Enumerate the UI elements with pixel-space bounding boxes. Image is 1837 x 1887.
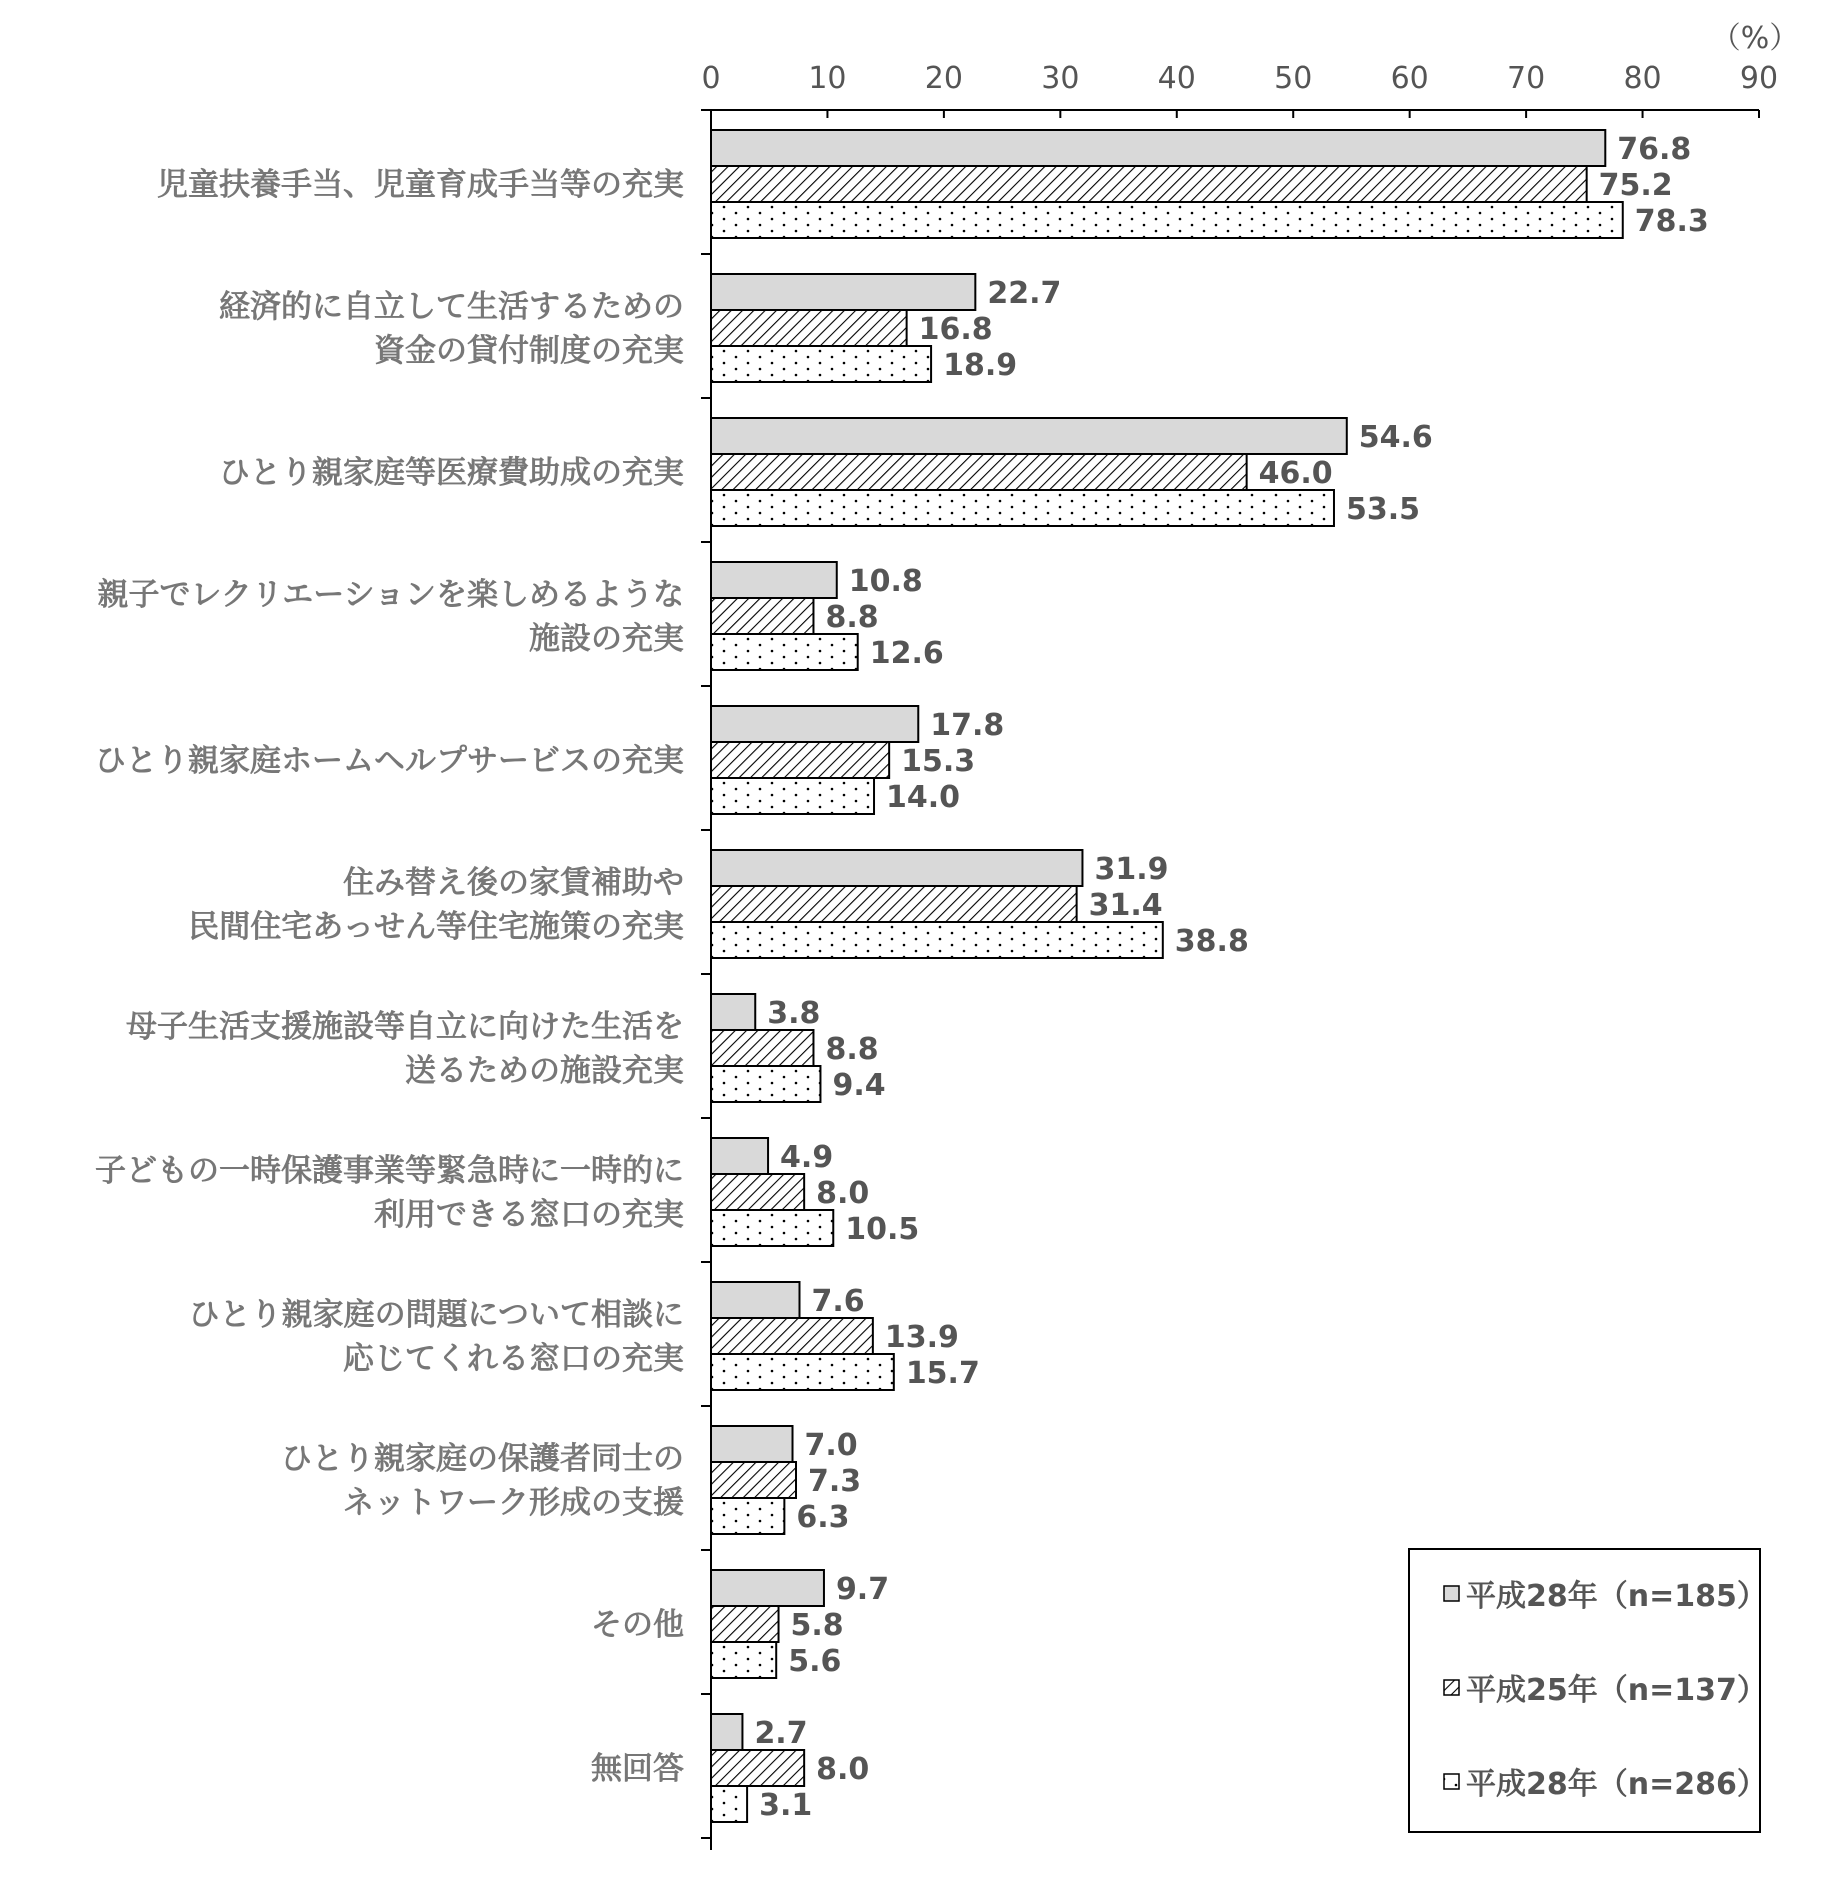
value-label: 3.8 <box>767 996 821 1031</box>
category-label-line: ネットワーク形成の支援 <box>343 1485 684 1521</box>
bar-series-3 <box>711 346 931 382</box>
legend-label-2: 平成25年（n=137） <box>1466 1673 1767 1708</box>
legend-label-3: 平成28年（n=286） <box>1466 1767 1767 1802</box>
bar-series-3 <box>711 1354 894 1390</box>
x-tick-label: 20 <box>924 61 963 96</box>
category-label <box>591 1607 684 1643</box>
bar-series-3 <box>711 1066 820 1102</box>
x-tick-label: 10 <box>808 61 847 96</box>
category-label <box>95 743 684 779</box>
value-label: 9.4 <box>832 1068 886 1103</box>
bar-series-3 <box>711 778 874 814</box>
category-label-line: ひとり親家庭等医療費助成の充実 <box>219 455 684 491</box>
value-label: 14.0 <box>886 780 961 815</box>
category-label <box>219 289 684 369</box>
category-label-line: 無回答 <box>591 1751 684 1787</box>
bar-series-3 <box>711 1642 776 1678</box>
value-label: 18.9 <box>943 348 1018 383</box>
value-label: 16.8 <box>918 312 993 347</box>
unit-label: （%） <box>1710 21 1800 56</box>
bar-series-1 <box>711 418 1347 454</box>
value-label: 53.5 <box>1345 492 1421 527</box>
bar-series-3 <box>711 634 858 670</box>
category-label-line: ひとり親家庭の問題について相談に <box>188 1297 684 1333</box>
value-label: 31.4 <box>1088 888 1163 923</box>
value-label: 22.7 <box>987 276 1062 311</box>
bar-series-1 <box>711 130 1605 166</box>
value-label: 31.9 <box>1094 852 1169 887</box>
value-label: 12.6 <box>869 636 944 671</box>
bar-series-1 <box>711 850 1082 886</box>
category-label-line: 児童扶養手当、児童育成手当等の充実 <box>157 167 684 203</box>
legend-swatch-2 <box>1444 1680 1459 1695</box>
value-label: 9.7 <box>835 1572 890 1607</box>
category-label-line: 応じてくれる窓口の充実 <box>343 1341 684 1377</box>
bar-series-2 <box>711 1750 804 1786</box>
x-tick-label: 30 <box>1041 61 1080 96</box>
value-label: 46.0 <box>1258 456 1333 491</box>
category-label-line: ひとり親家庭ホームヘルプサービスの充実 <box>95 743 684 779</box>
value-label: 6.3 <box>796 1500 850 1535</box>
category-label-line: その他 <box>591 1607 684 1643</box>
value-label: 10.5 <box>845 1212 920 1247</box>
value-label: 78.3 <box>1634 204 1709 239</box>
bar-series-2 <box>711 886 1077 922</box>
value-label: 75.2 <box>1598 168 1673 203</box>
x-tick-label: 90 <box>1739 61 1779 96</box>
x-tick-label: 60 <box>1390 61 1429 96</box>
bar-series-2 <box>711 1174 804 1210</box>
category-label-line: 民間住宅あっせん等住宅施策の充実 <box>188 909 684 945</box>
category-label <box>97 577 684 657</box>
category-label-line: 送るための施設充実 <box>405 1053 684 1089</box>
x-axis <box>701 61 1778 118</box>
bar-series-3 <box>711 1210 833 1246</box>
category-label <box>189 1297 684 1377</box>
value-label: 2.7 <box>754 1716 808 1751</box>
bar-series-1 <box>711 1426 793 1462</box>
bar-series-1 <box>711 1282 799 1318</box>
category-label <box>157 167 684 203</box>
value-label: 15.3 <box>901 744 976 779</box>
bar-series-1 <box>711 1138 768 1174</box>
bar-series-3 <box>711 1498 784 1534</box>
category-label-line: 親子でレクリエーションを楽しめるような <box>97 577 684 613</box>
y-axis <box>701 110 711 1850</box>
x-tick-label: 40 <box>1157 61 1196 96</box>
category-label <box>188 865 684 945</box>
value-label: 3.1 <box>759 1788 813 1823</box>
bar-series-2 <box>711 1030 813 1066</box>
bar-series-1 <box>711 562 837 598</box>
category-label <box>591 1751 684 1787</box>
value-label: 15.7 <box>905 1356 980 1391</box>
value-label: 5.8 <box>790 1608 844 1643</box>
value-label: 10.8 <box>848 564 923 599</box>
bar-series-2 <box>711 1318 873 1354</box>
bar-series-2 <box>711 1462 796 1498</box>
bar-series-1 <box>711 1570 824 1606</box>
x-tick-label: 0 <box>701 61 721 96</box>
legend <box>1409 1549 1767 1832</box>
category-label-line: 子どもの一時保護事業等緊急時に一時的に <box>95 1153 684 1189</box>
bar-series-3 <box>711 922 1163 958</box>
bar-series-2 <box>711 742 889 778</box>
category-label-line: ひとり親家庭の保護者同士の <box>281 1441 684 1477</box>
value-label: 76.8 <box>1617 132 1692 167</box>
value-label: 54.6 <box>1358 420 1433 455</box>
legend-swatch-1 <box>1444 1586 1459 1601</box>
value-label: 5.6 <box>788 1644 842 1679</box>
bar-series-2 <box>711 1606 779 1642</box>
value-label: 38.8 <box>1174 924 1249 959</box>
value-label: 7.0 <box>804 1428 858 1463</box>
category-label <box>281 1441 684 1521</box>
bar-series-2 <box>711 454 1247 490</box>
x-tick-label: 70 <box>1507 61 1546 96</box>
bar-series-1 <box>711 706 918 742</box>
bar-series-1 <box>711 1714 742 1750</box>
category-label-line: 資金の貸付制度の充実 <box>374 333 684 369</box>
bar-series-2 <box>711 166 1587 202</box>
value-label: 7.3 <box>808 1464 862 1499</box>
x-tick-label: 50 <box>1274 61 1313 96</box>
value-label: 4.9 <box>780 1140 834 1175</box>
value-label: 8.8 <box>825 1032 879 1067</box>
category-label <box>219 455 684 491</box>
category-label-line: 利用できる窓口の充実 <box>374 1197 684 1233</box>
value-label: 13.9 <box>884 1320 959 1355</box>
legend-label-1: 平成28年（n=185） <box>1466 1579 1767 1614</box>
bar-series-2 <box>711 310 907 346</box>
category-labels <box>95 167 684 1787</box>
value-label: 17.8 <box>930 708 1005 743</box>
category-label <box>126 1009 684 1089</box>
category-label-line: 母子生活支援施設等自立に向けた生活を <box>126 1009 684 1045</box>
bar-series-3 <box>711 490 1334 526</box>
category-label-line: 施設の充実 <box>529 621 684 657</box>
value-label: 8.8 <box>825 600 879 635</box>
category-label <box>95 1153 684 1233</box>
value-label: 7.6 <box>811 1284 865 1319</box>
bar-series-1 <box>711 994 755 1030</box>
category-label-line: 住み替え後の家賃補助や <box>343 865 684 901</box>
bar-series-3 <box>711 202 1623 238</box>
value-label: 8.0 <box>816 1752 870 1787</box>
bar-series-2 <box>711 598 813 634</box>
x-tick-label: 80 <box>1623 61 1662 96</box>
bar-series-3 <box>711 1786 747 1822</box>
value-label: 8.0 <box>816 1176 870 1211</box>
legend-swatch-3 <box>1444 1774 1459 1789</box>
bar-series-1 <box>711 274 975 310</box>
category-label-line: 経済的に自立して生活するための <box>219 289 684 325</box>
